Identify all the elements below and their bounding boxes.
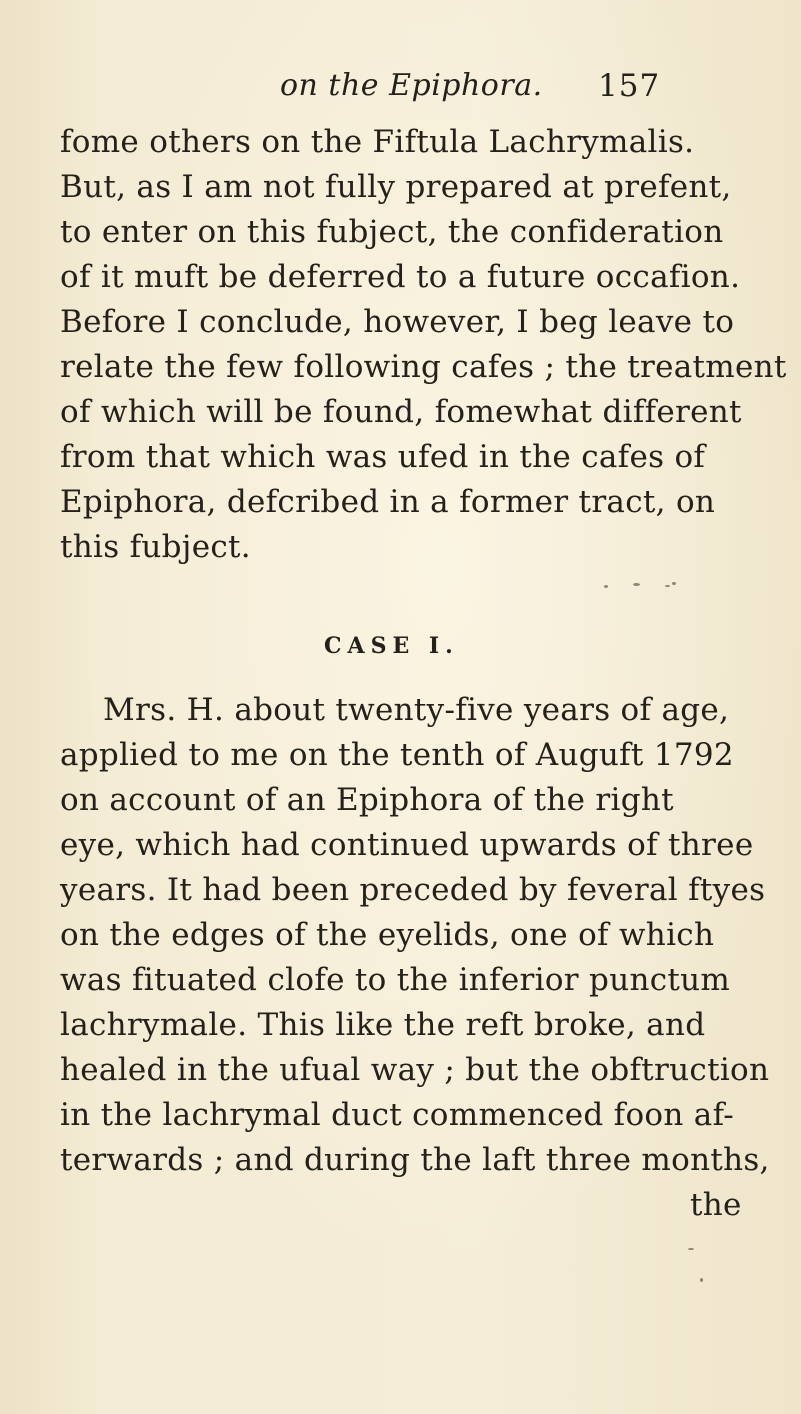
text-line: on the edges of the eyelids, one of which [60, 917, 715, 953]
running-head [0, 68, 801, 112]
text-line: applied to me on the tenth of Auguft 1792 [60, 737, 734, 773]
text-line: of it muft be deferred to a future occafion. [60, 259, 741, 295]
text-line: in the lachrymal duct commenced foon af- [60, 1097, 735, 1133]
paper-speck [604, 585, 608, 588]
paper-speck [688, 1248, 694, 1250]
paper-speck [665, 585, 670, 587]
text-line: Mrs. H. about twenty-five years of age, [103, 692, 730, 728]
text-line: of which will be found, fomewhat different [60, 394, 742, 430]
case-heading: CASE I. [324, 633, 459, 659]
text-line: But, as I am not fully prepared at prefent, [60, 169, 732, 205]
text-line: lachrymale. This like the reft broke, and [60, 1007, 706, 1043]
text-line: Before I conclude, however, I beg leave to [60, 304, 735, 340]
text-line: relate the few following cafes ; the treatment [60, 349, 787, 385]
text-line: on account of an Epiphora of the right [60, 782, 674, 818]
paper-speck [672, 582, 676, 585]
text-line: to enter on this fubject, the confideration [60, 214, 724, 250]
text-line: fome others on the Fiftula Lachrymalis. [60, 124, 695, 160]
running-head-title: on the Epiphora. [280, 68, 543, 103]
paper-speck [700, 1278, 703, 1282]
catchword: the [690, 1187, 742, 1223]
text-line: this fubject. [60, 529, 251, 565]
text-line: eye, which had continued upwards of three [60, 827, 754, 863]
text-line: from that which was ufed in the cafes of [60, 439, 706, 475]
paper-speck [633, 583, 640, 586]
text-line: healed in the ufual way ; but the obftruction [60, 1052, 770, 1088]
text-line: Epiphora, defcribed in a former tract, on [60, 484, 716, 520]
text-line: years. It had been preceded by feveral ftyes [60, 872, 766, 908]
text-line: terwards ; and during the laft three months, [60, 1142, 770, 1178]
text-line: was fituated clofe to the inferior punctum [60, 962, 731, 998]
page-number: 157 [598, 68, 661, 104]
